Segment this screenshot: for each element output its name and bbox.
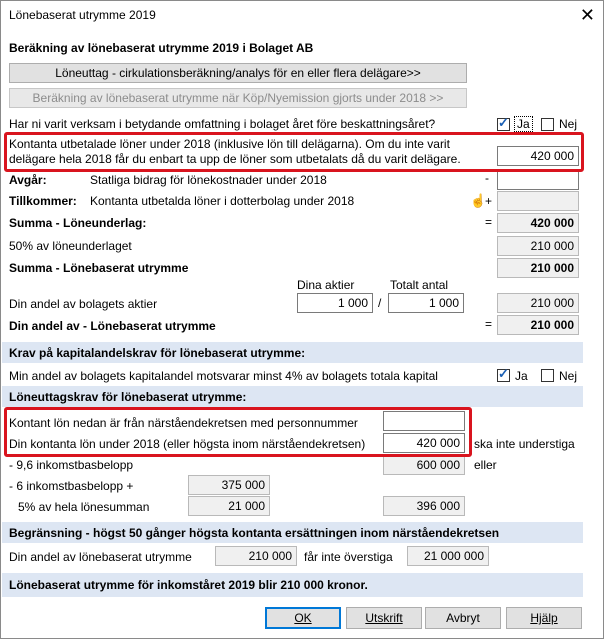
halva-label: 50% av löneunderlaget [9,239,132,253]
avbryt-button[interactable]: Avbryt [425,607,501,629]
result-text: Lönebaserat utrymme för inkomståret 2019 blir 210 000 kronor. [9,578,368,592]
ok-label: OK [294,611,312,625]
narstaende-lon-label: Din kontanta lön under 2018 (eller högsta inom närståendekretsen) [9,437,366,451]
section-begransning [2,522,583,543]
tillkommer-text: Kontanta utbetalda löner i dotterbolag under 2018 [90,194,355,208]
krav-row2-value: 375 000 [188,475,270,495]
summa-lbu-label: Summa - Lönebaserat utrymme [9,261,189,275]
summa-loneunderlag-label: Summa - Löneunderlag: [9,216,147,230]
avgar-label: Avgår: [9,173,47,187]
begr-max: 21 000 000 [407,546,489,566]
krav-row1-value: 600 000 [383,455,465,475]
totalt-antal-label: Totalt antal [390,278,449,292]
close-icon[interactable]: ✕ [579,5,595,25]
krav-row3-label: 5% av hela lönesumman [18,500,150,514]
aktier-label: Din andel av bolagets aktier [9,297,158,311]
avgar-sign: - [485,171,489,185]
din-andel-sign: = [485,317,493,331]
verksam-question: Har ni varit verksam i betydande omfattning i bolaget året före beskattningsåret? [9,117,436,131]
kapital-ja-checkbox[interactable] [497,369,510,382]
summa-lbu-value: 210 000 [497,258,579,278]
hjalp-label: Hjälp [530,611,558,625]
section-begransning-title: Begränsning - högst 50 gånger högsta kontanta ersättningen inom närståendekretsen [9,526,500,540]
kapital-ja-label: Ja [515,369,528,383]
highlight-narstaende [4,407,472,457]
section-loneuttagskrav [2,386,583,407]
aktier-slash: / [378,296,382,310]
krav-row1-eller: eller [474,458,497,472]
section-loneuttagskrav-title: Löneuttagskrav för lönebaserat utrymme: [9,390,247,404]
tillkommer-sign: + [485,194,493,208]
verksam-nej-checkbox[interactable] [541,118,554,131]
krav-row3-value: 21 000 [188,496,270,516]
krav-row2-label: - 6 inkomstbasbelopp + [9,479,134,493]
krav-row1-label: - 9,6 inkomstbasbelopp [9,458,134,472]
highlight-kontanta [4,132,584,172]
narstaende-pnr-label: Kontant lön nedan är från närståendekretsen med personnummer [9,416,358,430]
kapital-label: Min andel av bolagets kapitalandel motsvarar minst 4% av bolagets totala kapital [9,369,438,383]
halva-value: 210 000 [497,236,579,256]
din-andel-value: 210 000 [497,315,579,335]
dina-aktier-input[interactable]: 1 000 [297,293,373,313]
totalt-antal-input[interactable]: 1 000 [388,293,464,313]
summa-loneunderlag-sign: = [485,215,493,229]
section-kapitalandelskrav [2,342,583,363]
hjalp-button[interactable] [506,607,582,629]
loneuttag-button[interactable]: Löneuttag - cirkulationsberäkning/analys för en eller flera delägare>> [9,63,467,83]
kontanta-line2: delägare hela 2018 får du enbart ta upp de löner som utbetalats då du varit delägare. [9,152,461,166]
narstaende-lon-input[interactable]: 420 000 [383,433,465,453]
understiga-text: ska inte understiga [474,437,575,451]
begr-mid: får inte överstiga [304,550,393,564]
din-andel-label: Din andel av - Lönebaserat utrymme [9,319,216,333]
window-title: Lönebaserat utrymme 2019 [9,8,156,22]
tillkommer-label: Tillkommer: [9,194,77,208]
kop-nyemission-button[interactable]: Beräkning av lönebaserat utrymme när Köp/Nyemission gjorts under 2018 >> [9,88,467,108]
tillkommer-input[interactable] [497,191,579,211]
dina-aktier-label: Dina aktier [297,278,355,292]
utskrift-button[interactable] [346,607,422,629]
avgar-text: Statliga bidrag för lönekostnader under 2018 [90,173,327,187]
aktier-value: 210 000 [497,293,579,313]
section-kapitalandelskrav-title: Krav på kapitalandelskrav för lönebaserat utrymme: [9,346,306,360]
hand-pointer-icon[interactable]: ☝ [470,193,487,208]
krav-row3-total: 396 000 [383,496,465,516]
verksam-ja-checkbox[interactable] [497,118,510,131]
result-bar [2,573,583,597]
summa-loneunderlag-value: 420 000 [497,213,579,233]
title-bar [1,1,603,31]
verksam-ja-label: Ja [514,117,533,131]
kapital-nej-label: Nej [559,369,578,383]
avgar-input[interactable] [497,170,579,190]
begr-label: Din andel av lönebaserat utrymme [9,550,192,564]
page-heading: Beräkning av lönebaserat utrymme 2019 i Bolaget AB [9,41,314,55]
verksam-nej-label: Nej [559,117,578,131]
utskrift-label: Utskrift [365,611,403,625]
kontanta-input[interactable]: 420 000 [497,146,579,166]
ok-button[interactable] [265,607,341,629]
kapital-nej-checkbox[interactable] [541,369,554,382]
kontanta-line1: Kontanta utbetalade löner under 2018 (inklusive lön till delägarna). Om du inte varit [9,137,450,151]
begr-value: 210 000 [215,546,297,566]
